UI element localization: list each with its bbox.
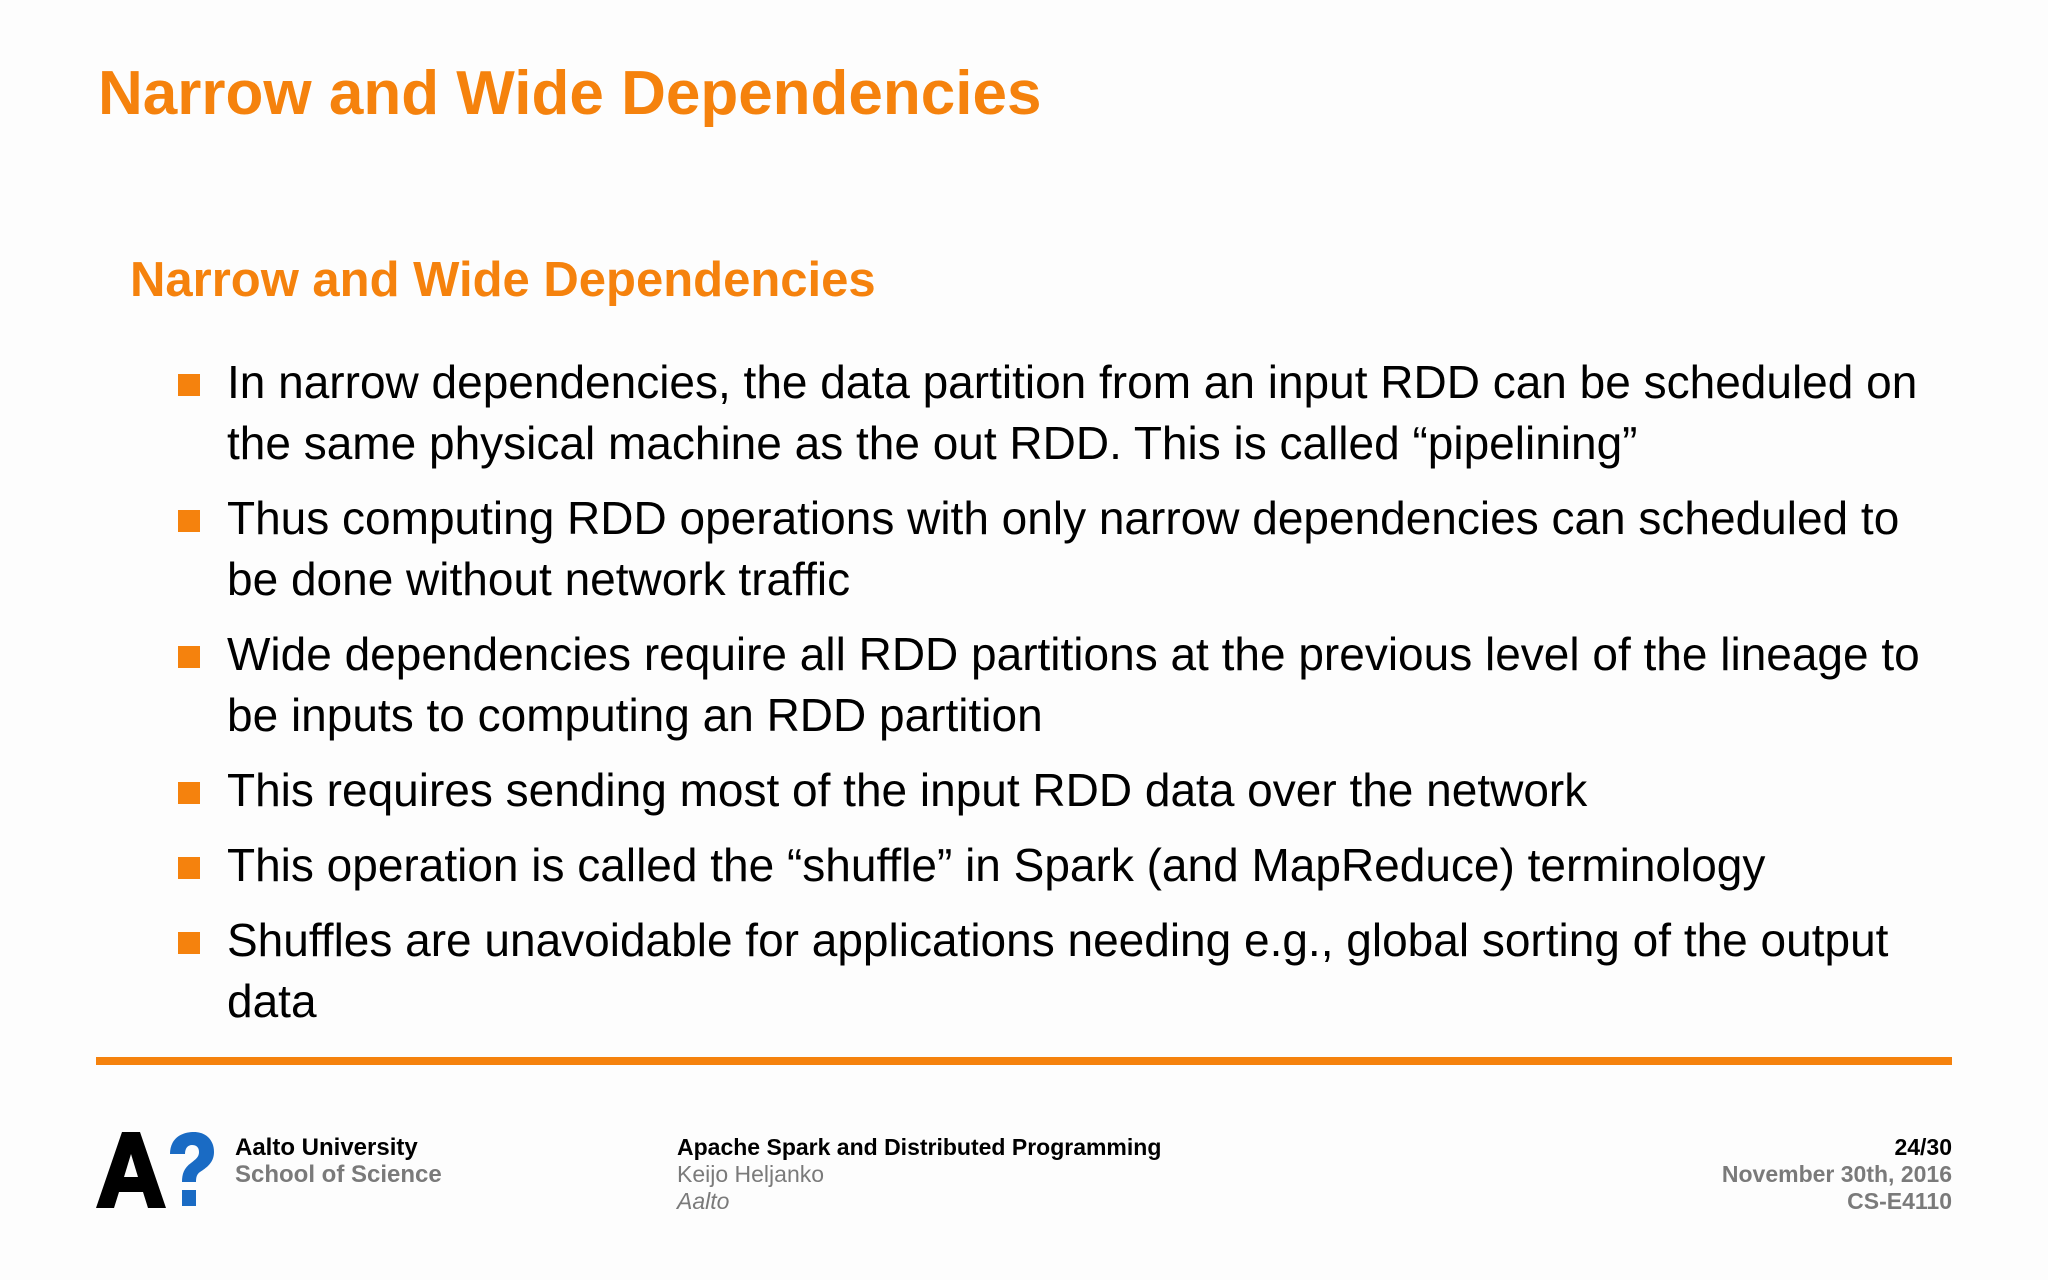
square-bullet-icon (178, 782, 200, 804)
bullet-list (176, 352, 1936, 1046)
bullet-item (176, 488, 1936, 610)
bullet-text: This operation is called the “shuffle” in Spark (and MapReduce) terminology (227, 839, 1766, 891)
talk-info (677, 1134, 1161, 1215)
square-bullet-icon (178, 374, 200, 396)
bullet-text: This requires sending most of the input RDD data over the network (227, 764, 1588, 816)
bullet-text: Shuffles are unavoidable for applications needing e.g., global sorting of the output data (227, 914, 1889, 1027)
block-title: Narrow and Wide Dependencies (130, 253, 876, 307)
square-bullet-icon (178, 646, 200, 668)
bullet-item (176, 624, 1936, 746)
bullet-text: Thus computing RDD operations with only narrow dependencies can scheduled to be done without network traffic (227, 492, 1900, 605)
course-code: CS-E4110 (1847, 1188, 1952, 1214)
university-name: Aalto University (235, 1134, 418, 1161)
bullet-text: In narrow dependencies, the data partition from an input RDD can be scheduled on the same physical machine as the out RDD. This is called “pipelining” (227, 356, 1918, 469)
square-bullet-icon (178, 857, 200, 879)
footer-divider (96, 1057, 1952, 1065)
page-number: 24/30 (1894, 1134, 1952, 1160)
bullet-item (176, 910, 1936, 1032)
bullet-item (176, 760, 1936, 821)
bullet-text: Wide dependencies require all RDD partitions at the previous level of the lineage to be inputs to computing an RDD partition (227, 628, 1920, 741)
talk-date: November 30th, 2016 (1721, 1161, 1952, 1187)
institute-name: Aalto (677, 1188, 730, 1214)
school-name: School of Science (235, 1161, 442, 1188)
author-name: Keijo Heljanko (677, 1161, 825, 1187)
university-block (235, 1134, 442, 1188)
frame-title: Narrow and Wide Dependencies (98, 59, 1042, 128)
slide-meta (1722, 1134, 1952, 1215)
aalto-logo-icon (96, 1130, 216, 1210)
bullet-item (176, 352, 1936, 474)
square-bullet-icon (178, 932, 200, 954)
talk-title: Apache Spark and Distributed Programming (677, 1134, 1162, 1160)
bullet-item (176, 835, 1936, 896)
square-bullet-icon (178, 510, 200, 532)
